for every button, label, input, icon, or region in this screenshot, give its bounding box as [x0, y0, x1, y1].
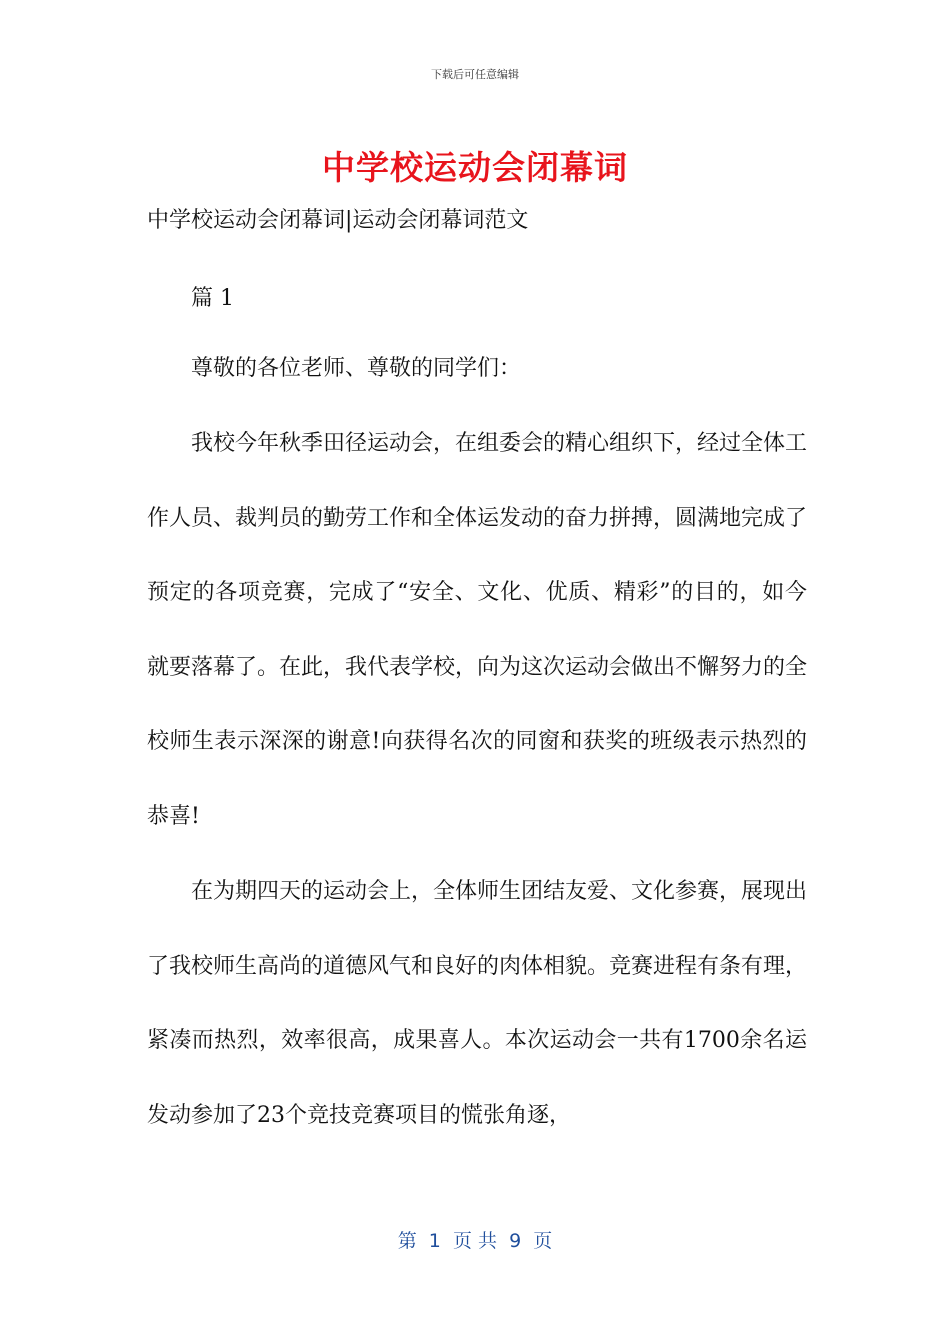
section-label: 篇 1 — [191, 286, 234, 311]
document-title: 中学校运动会闭幕词 — [322, 148, 628, 187]
page-footer: 第 1 页 共 9 页 — [397, 1230, 553, 1252]
header-note: 下载后可任意编辑 — [431, 68, 519, 81]
paragraph-2: 在为期四天的运动会上，全体师生团结友爱、文化参赛，展现出了我校师生高尚的道德风气和良好的肉体相貌。竞赛进程有条有理，紧凑而热烈，效率很高，成果喜人。本次运动会一共有1700余名运发动参加了23个竞技竞赛项目的慌张角逐， — [147, 879, 808, 1128]
greeting: 尊敬的各位老师、尊敬的同学们： — [191, 356, 522, 381]
paragraph-1: 我校今年秋季田径运动会，在组委会的精心组织下，经过全体工作人员、裁判员的勤劳工作和全体运发动的奋力拼搏，圆满地完成了预定的各项竞赛，完成了“安全、文化、优质、精彩”的目的，如今就要落幕了。在此，我代表学校，向为这次运动会做出不懈努力的全校师生表示深深的谢意!向获得名次的同窗和获奖的班级表示热烈的恭喜! — [147, 431, 808, 829]
document-subtitle: 中学校运动会闭幕词|运动会闭幕词范文 — [147, 208, 529, 233]
